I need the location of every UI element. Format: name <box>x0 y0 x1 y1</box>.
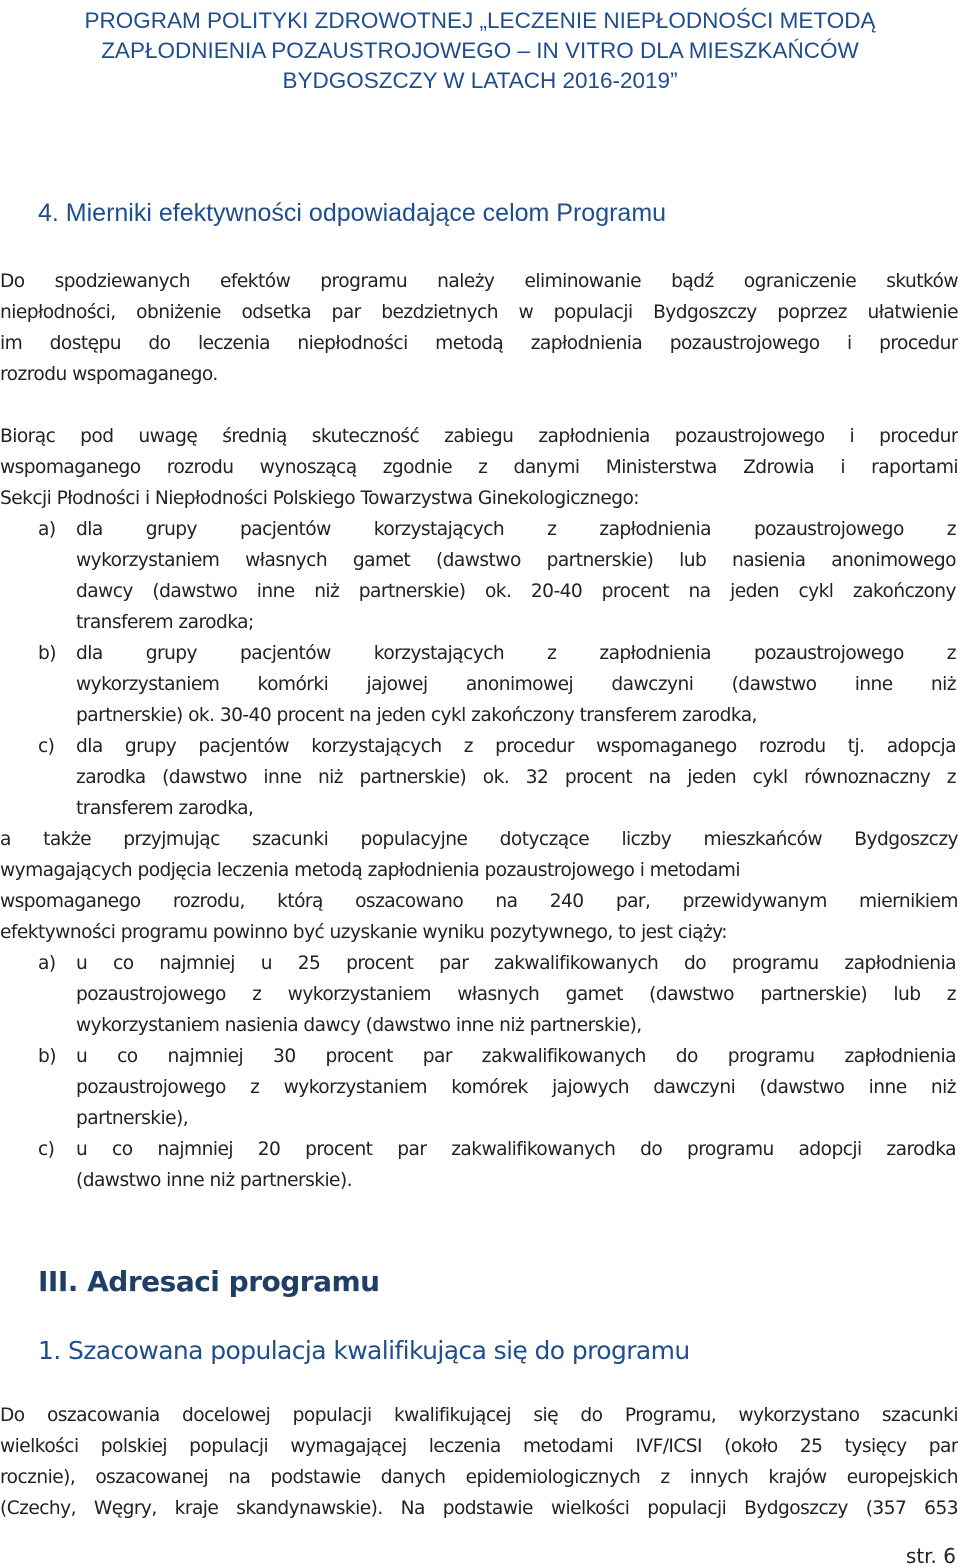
list-marker: c) <box>38 736 55 757</box>
text-line: niepłodności, obniżenie odsetka par bezdzietnych w populacji Bydgoszczy poprzez ułatwienie <box>0 302 958 323</box>
text-line: (Czechy, Węgry, kraje skandynawskie). Na podstawie wielkości populacji Bydgoszczy (357 653 <box>0 1498 958 1519</box>
text-line: dla grupy pacjentów korzystających z zapłodnienia pozaustrojowego z <box>76 519 956 540</box>
text-line: Do spodziewanych efektów programu należy eliminowanie bądź ograniczenie skutków <box>0 271 958 292</box>
text-line: u co najmniej 20 procent par zakwalifikowanych do programu adopcji zarodka <box>76 1139 956 1160</box>
document-header <box>0 6 960 96</box>
text-line: wykorzystaniem nasienia dawcy (dawstwo inne niż partnerskie), <box>76 1015 642 1036</box>
text-line: u co najmniej u 25 procent par zakwalifikowanych do programu zapłodnienia <box>76 953 956 974</box>
text-line: dawcy (dawstwo inne niż partnerskie) ok. 20-40 procent na jeden cykl zakończony <box>76 581 956 602</box>
text-line: rocznie), oszacowanej na podstawie danych epidemiologicznych z innych krajów europejskich <box>0 1467 958 1488</box>
text-line: transferem zarodka; <box>76 612 254 633</box>
text-line: (dawstwo inne niż partnerskie). <box>76 1170 353 1191</box>
text-line: Sekcji Płodności i Niepłodności Polskiego Towarzystwa Ginekologicznego: <box>0 488 640 509</box>
text-line: transferem zarodka, <box>76 798 254 819</box>
text-line: wykorzystaniem komórki jajowej anonimowej dawczyni (dawstwo inne niż <box>76 674 956 695</box>
list-marker: a) <box>38 953 56 974</box>
section-4-title: 4. Mierniki efektywności odpowiadające celom Programu <box>38 199 667 227</box>
list-marker: a) <box>38 519 56 540</box>
section-4-paragraph-1 <box>0 266 958 390</box>
text-line: zarodka (dawstwo inne niż partnerskie) ok. 32 procent na jeden cykl równoznaczny z <box>76 767 956 788</box>
text-line: wspomaganego rozrodu wynoszącą zgodnie z danymi Ministerstwa Zdrowia i raportami <box>0 457 958 478</box>
text-line: u co najmniej 30 procent par zakwalifikowanych do programu zapłodnienia <box>76 1046 956 1067</box>
text-line: wykorzystaniem własnych gamet (dawstwo partnerskie) lub nasienia anonimowego <box>76 550 956 571</box>
text-line: Do oszacowania docelowej populacji kwalifikującej się do Programu, wykorzystano szacunki <box>0 1405 958 1426</box>
text-line: wielkości polskiej populacji wymagającej leczenia metodami IVF/ICSI (około 25 tysięcy par <box>0 1436 958 1457</box>
text-line: pozaustrojowego z wykorzystaniem komórek jajowych dawczyni (dawstwo inne niż <box>76 1077 956 1098</box>
text-line: wspomaganego rozrodu, którą oszacowano na 240 par, przewidywanym miernikiem <box>0 891 958 912</box>
text-line: dla grupy pacjentów korzystających z procedur wspomaganego rozrodu tj. adopcja <box>76 736 956 757</box>
part-3-paragraph <box>0 1400 958 1524</box>
header-line-2: ZAPŁODNIENIA POZAUSTROJOWEGO – IN VITRO DLA MIESZKAŃCÓW <box>101 38 859 63</box>
text-line: partnerskie) ok. 30-40 procent na jeden cykl zakończony transferem zarodka, <box>76 705 757 726</box>
text-line: efektywności programu powinno być uzyskanie wyniku pozytywnego, to jest ciąży: <box>0 922 727 943</box>
text-line: pozaustrojowego z wykorzystaniem własnych gamet (dawstwo partnerskie) lub z <box>76 984 956 1005</box>
text-line: im dostępu do leczenia niepłodności metodą zapłodnienia pozaustrojowego i procedur <box>0 333 958 354</box>
text-line: dla grupy pacjentów korzystających z zapłodnienia pozaustrojowego z <box>76 643 956 664</box>
text-line: Biorąc pod uwagę średnią skuteczność zabiegu zapłodnienia pozaustrojowego i procedur <box>0 426 958 447</box>
part-3-title: III. Adresaci programu <box>38 1265 380 1298</box>
list-marker: b) <box>38 1046 56 1067</box>
part-3-subsection-title: 1. Szacowana populacja kwalifikująca się do programu <box>38 1336 690 1365</box>
text-line: wymagających podjęcia leczenia metodą zapłodnienia pozaustrojowego i metodami <box>0 860 740 881</box>
text-line: partnerskie), <box>76 1108 189 1129</box>
header-line-3: BYDGOSZCZY W LATACH 2016-2019” <box>282 68 678 93</box>
list-marker: b) <box>38 643 56 664</box>
section-4-paragraph-3 <box>0 824 958 948</box>
section-4-paragraph-2 <box>0 421 958 514</box>
list-marker: c) <box>38 1139 55 1160</box>
text-line: a także przyjmując szacunki populacyjne dotyczące liczby mieszkańców Bydgoszczy <box>0 829 958 850</box>
page-number: str. 6 <box>905 1544 956 1568</box>
text-line: rozrodu wspomaganego. <box>0 364 218 385</box>
header-line-1: PROGRAM POLITYKI ZDROWOTNEJ „LECZENIE NIEPŁODNOŚCI METODĄ <box>84 8 876 33</box>
